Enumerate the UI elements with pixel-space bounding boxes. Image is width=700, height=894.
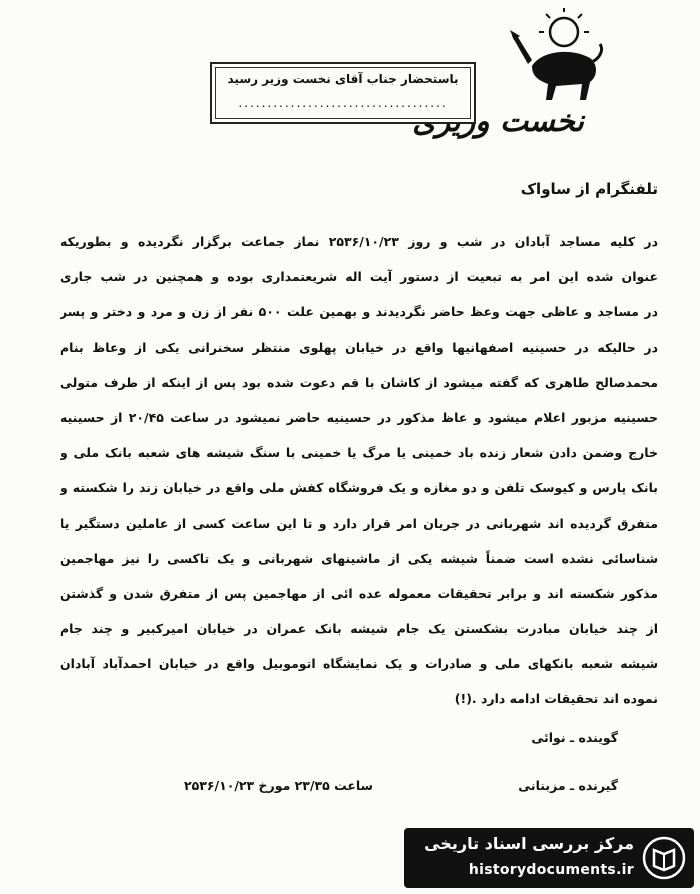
approval-stamp: [210, 62, 476, 124]
lion-and-sun-icon: [502, 6, 612, 106]
stamp-dots: ....................................: [238, 96, 448, 110]
body-line: در کلیه مساجد آبادان در شب و روز ۲۵۳۶/۱۰/۲۳ نماز جماعت برگزار نگردیده و بطوریکه: [60, 234, 658, 249]
body-line: شناسائی نشده است ضمناً شیشه یکی از ماشینهای شهربانی و یک تاکسی را نیز مهاجمین: [60, 550, 658, 566]
watermark-url: historydocuments.ir: [468, 862, 634, 878]
document-heading: تلفنگرام از ساواک: [520, 180, 658, 198]
body-line: شیشه شعبه بانکهای ملی و صادرات و یک نمایشگاه اتوموبیل واقع در خیابان احمدآباد آبادان: [60, 656, 658, 672]
book-logo-icon: [642, 836, 686, 880]
watermark-banner: [404, 828, 694, 888]
body-line: خارج وضمن دادن شعار زنده باد خمینی یا مرگ یا خمینی با سنگ شیشه های شعبه بانک ملی و: [60, 445, 658, 461]
body-line: محمدصالح طاهری که گفته میشود از کاشان با قم دعوت شده بود پس از اینکه از طرف متولی: [60, 374, 658, 390]
body-line: حسینیه مزبور اعلام میشود و عاظ مذکور در حسینیه حاضر نمیشود در ساعت ۲۰/۴۵ از حسینیه: [60, 409, 658, 425]
body-line: در حالیکه در حسینیه اصفهانیها واقع در خیابان پهلوی منتظر سخنرانی یکی از وعاظ بنام: [60, 339, 658, 355]
body-line: مذکور شکسته اند و برابر تحقیقات معموله عده ائی از مهاجمین پس از متفرق شدن و گذشتن: [60, 585, 658, 601]
body-line: متفرق گردیده اند شهربانی در جریان امر قرار دارد و تا این ساعت کسی از عاملین دستگیر یا: [60, 515, 658, 531]
document-body: [60, 224, 658, 717]
watermark-title: مرکز بررسی اسناد تاریخی: [424, 834, 634, 853]
stamp-text: باستحضار جناب آقای نخست وزیر رسید: [227, 72, 459, 86]
organization-title: نخست وزیری: [412, 104, 584, 139]
body-line: در مساجد و عاظی جهت وعظ حاضر نگردیدند و بهمین علت ۵۰۰ نفر از زن و مرد و دختر و پسر: [60, 304, 658, 320]
body-line: بانک پارس و کیوسک تلفن و دو مغازه و یک فروشگاه کفش ملی واقع در خیابان زند را شکسته و: [60, 480, 658, 496]
body-line: عنوان شده این امر به تبعیت از دستور آیت اله شریعتمداری بوده و همچنین در شب جاری: [60, 269, 658, 285]
receiver-line: گیرنده ـ مزبنانی: [518, 778, 618, 793]
time-date-line: ساعت ۲۳/۳۵ مورخ ۲۵۳۶/۱۰/۲۳: [184, 778, 373, 793]
speaker-line: گوینده ـ نوائی: [531, 730, 618, 745]
body-line: از چند خیابان مبادرت بشکستن یک جام شیشه بانک عمران در خیابان امیرکبیر و چند جام: [60, 621, 658, 637]
body-line: نموده اند تحقیقات ادامه دارد .(!): [454, 691, 658, 707]
